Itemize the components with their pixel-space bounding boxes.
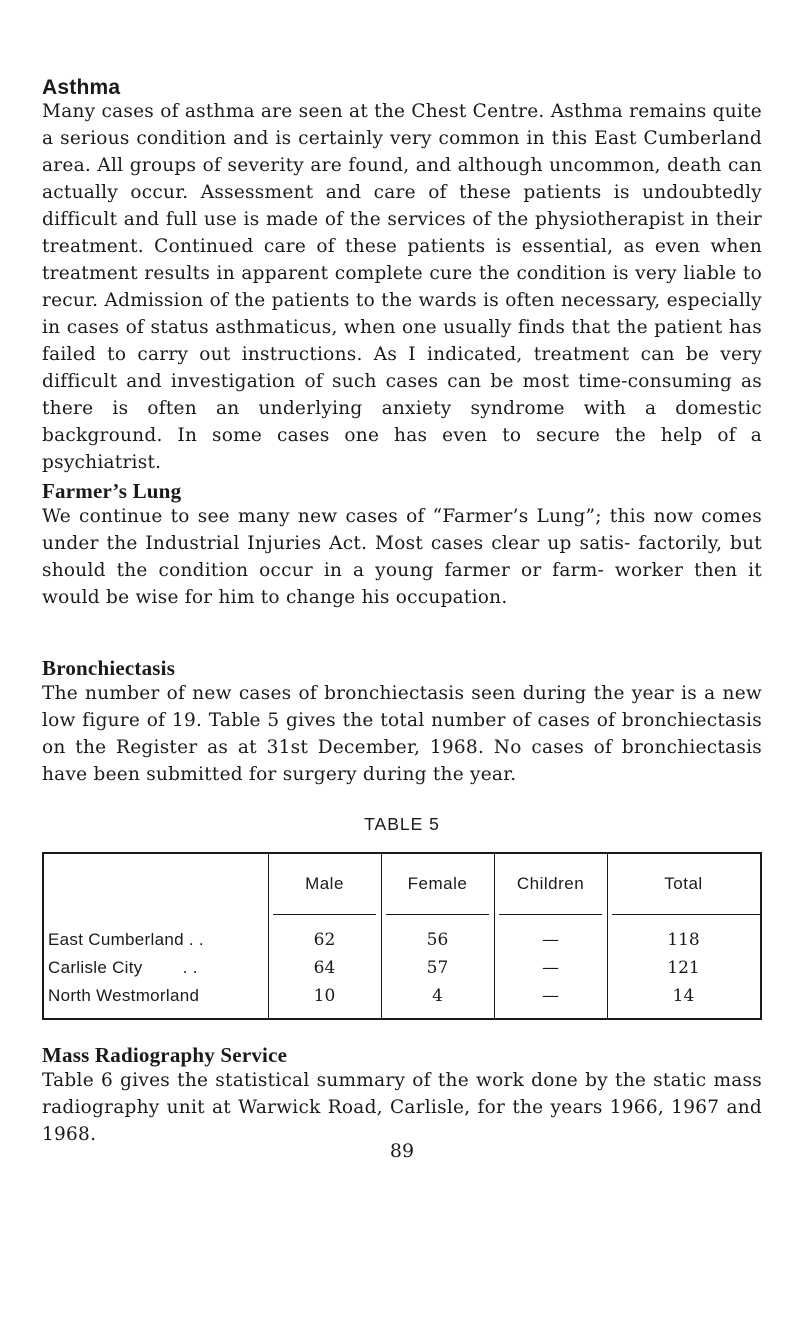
table-cell: 4: [432, 986, 443, 1006]
row-label: East Cumberland . .: [48, 930, 204, 949]
table-5: [42, 852, 762, 1020]
column-header-children: Children: [516, 874, 585, 893]
heading-bronchiectasis: Bronchiectasis: [42, 656, 176, 680]
heading-mass-radiography: Mass Radiography Service: [42, 1043, 288, 1067]
paragraph-asthma: Many cases of asthma are seen at the Chest Centre. Asthma remains quite a serious condition and is certainly very common in this East Cumberland area. All groups of severity are found, and although uncommon, death can actually occur. Assessment and care of these patients is undoubtedly difficult and full use is made of the services of the physiotherapist in their treatment. Continued care of these patients is essential, as even when treatment results in apparent complete cure the condition is very liable to recur. Admission of the patients to the wards is often necessary, especially in cases of status asthmaticus, when one usually finds that the patient has failed to carry out instructions. As I indicated, treatment can be very difficult and investigation of such cases can be most time-consuming as there is often an underlying anxiety syndrome with a domestic background. In some cases one has even to secure the help of a psychiatrist.: [42, 101, 762, 473]
table-cell: —: [542, 986, 559, 1006]
column-header-total: Total: [664, 874, 703, 893]
paragraph-mass-radiography: Table 6 gives the statistical summary of the work done by the static mass radiography unit at Warwick Road, Carlisle, for the years 1966, 1967 and 1968.: [42, 1070, 762, 1145]
table-cell: 64: [313, 958, 336, 978]
table-cell: 57: [426, 958, 449, 978]
table-cell: 121: [667, 958, 700, 978]
header-rule: [273, 914, 376, 915]
heading-asthma: Asthma: [42, 76, 121, 99]
table-cell: —: [542, 958, 559, 978]
heading-farmers-lung: Farmer’s Lung: [42, 479, 182, 503]
row-label: North Westmorland: [48, 986, 200, 1005]
table-caption: TABLE 5: [364, 814, 440, 834]
table-cell: 56: [426, 930, 449, 950]
table-cell: —: [542, 930, 559, 950]
column-header-female: Female: [407, 874, 468, 893]
table-cell: 14: [672, 986, 695, 1006]
header-rule: [612, 914, 760, 915]
table-cell: 62: [313, 930, 336, 950]
table-cell: 118: [667, 930, 700, 950]
paragraph-bronchiectasis: The number of new cases of bronchiectasis seen during the year is a new low figure of 19. Table 5 gives the total number of cases of bronchiectasis on the Register as at 31st December, 1968. No cases of bronchiectasis have been submitted for surgery during the year.: [42, 683, 762, 785]
column-header-male: Male: [305, 874, 344, 893]
page-number: 89: [389, 1140, 415, 1162]
paragraph-farmers-lung: We continue to see many new cases of “Farmer’s Lung”; this now comes under the Industrial Injuries Act. Most cases clear up satis- factorily, but should the condition occur in a young farmer or farm- worker then it would be wise for him to change his occupation.: [42, 506, 762, 608]
header-rule: [499, 914, 602, 915]
header-rule: [386, 914, 489, 915]
row-label: Carlisle City . .: [48, 958, 198, 977]
table-cell: 10: [313, 986, 336, 1006]
